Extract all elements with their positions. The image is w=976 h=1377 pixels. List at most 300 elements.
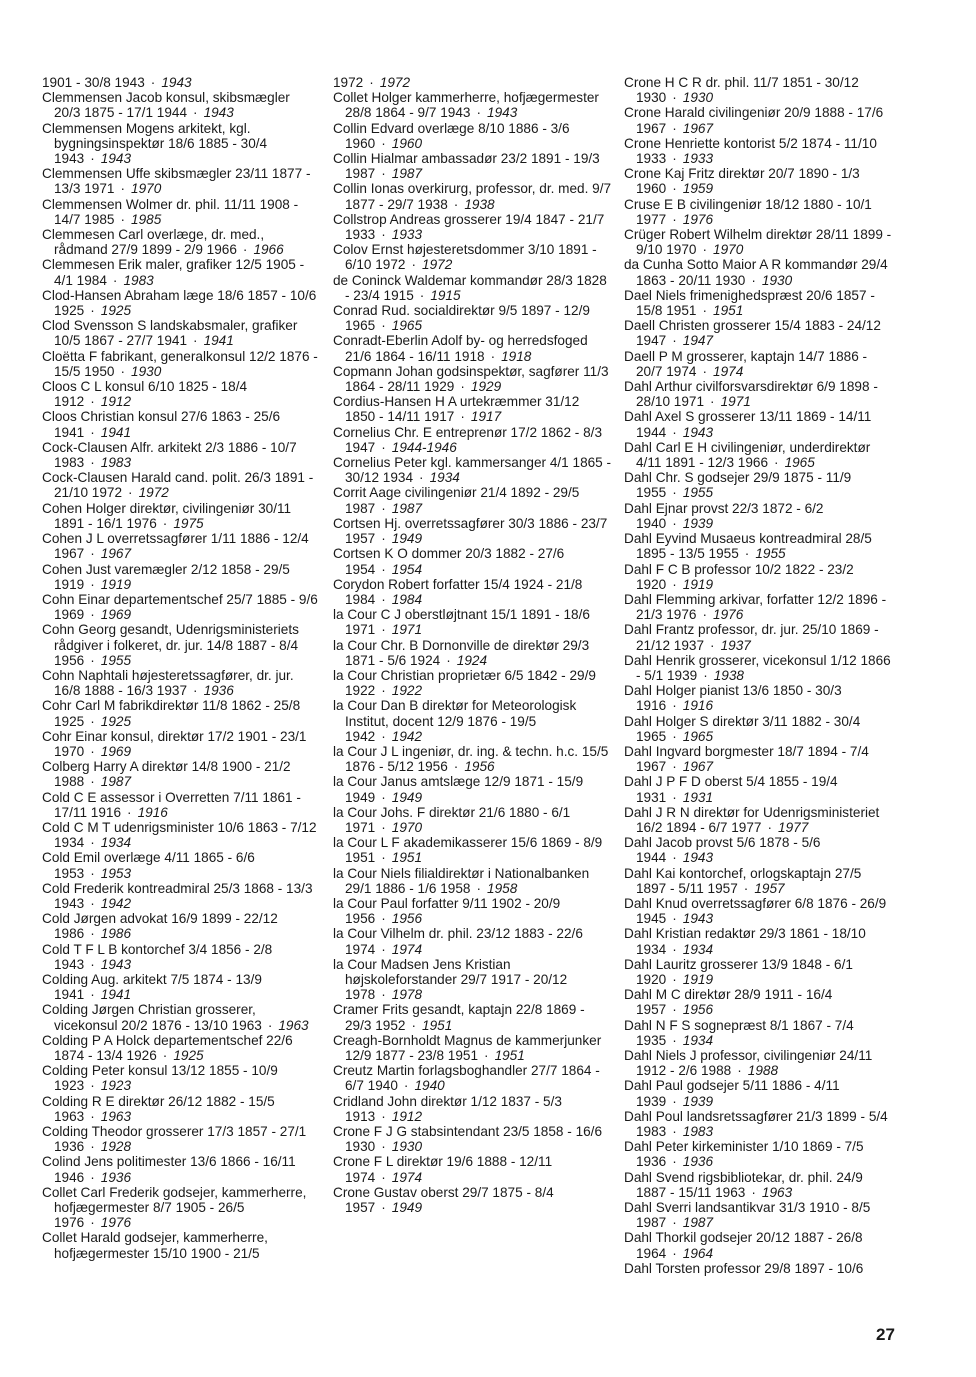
entry-text: la Cour Dan B direktør for Meteorologisk Institut, docent 12/9 1876 - 19/5 1942 — [333, 698, 577, 744]
separator-dot: · — [120, 211, 126, 227]
register-entry — [333, 1124, 613, 1154]
separator-dot: · — [672, 211, 677, 227]
separator-dot: · — [381, 1139, 386, 1155]
register-entry — [42, 288, 320, 318]
entry-year: 1957 — [754, 880, 785, 896]
register-entry — [624, 987, 894, 1017]
entry-year: 1916 — [682, 698, 714, 714]
entry-text: Corydon Robert forfatter 15/4 1924 - 21/8 1984 — [333, 576, 583, 607]
separator-dot: · — [672, 181, 677, 197]
entry-year: 1917 — [470, 409, 502, 425]
register-entry — [624, 926, 894, 956]
entry-year: 1934 — [682, 941, 714, 957]
separator-dot: · — [90, 895, 95, 911]
register-entry — [624, 714, 894, 744]
separator-dot: · — [193, 105, 198, 121]
entry-year: 1934 — [682, 1032, 714, 1048]
register-column-3 — [624, 75, 894, 1276]
entry-text: da Cunha Sotto Maior A R kommandør 29/4 1863 - 20/11 1930 — [624, 257, 888, 288]
register-entry — [42, 729, 320, 759]
register-entry — [624, 562, 894, 592]
entry-year: 1967 — [682, 759, 714, 775]
register-entry — [624, 866, 894, 896]
entry-text: la Cour Niels filialdirektør i Nationalbanken 29/1 1886 - 1/6 1958 — [333, 865, 590, 896]
separator-dot: · — [90, 835, 95, 851]
entry-year: 1923 — [100, 1078, 132, 1094]
entry-year: 1933 — [682, 151, 714, 167]
separator-dot: · — [744, 546, 750, 562]
entry-year: 1983 — [682, 1124, 714, 1140]
separator-dot: · — [460, 409, 465, 425]
entry-text: Cohen Just varemægler 2/12 1858 - 29/5 1919 — [42, 561, 290, 592]
entry-text: la Cour C J oberstløjtnant 15/1 1891 - 18/6 1971 — [333, 607, 590, 638]
separator-dot: · — [381, 318, 386, 334]
separator-dot: · — [381, 850, 386, 866]
register-entry — [624, 288, 894, 318]
entry-text: Dahl Knud overretssagfører 6/8 1876 - 26/9 1945 — [624, 895, 887, 927]
entry-text: Dahl Peter kirkeminister 1/10 1869 - 7/5 1936 — [624, 1139, 864, 1170]
entry-year: 1958 — [487, 880, 518, 896]
entry-year: 1978 — [391, 987, 423, 1003]
register-entry — [333, 425, 613, 455]
entry-text: Dahl Axel S grosserer 13/11 1869 - 14/11 1944 — [624, 409, 872, 440]
entry-text: Colding Jørgen Christian grosserer, vicekonsul 20/2 1876 - 13/10 1963 — [42, 1002, 262, 1033]
separator-dot: · — [381, 500, 386, 516]
entry-year: 1970 — [131, 181, 162, 197]
entry-text: Colov Ernst højesteretsdommer 3/10 1891 - 6/10 1972 — [333, 242, 597, 273]
entry-text: Dael Niels frimenighedspræst 20/6 1857 - 15/8 1951 — [624, 287, 875, 319]
separator-dot: · — [90, 743, 95, 759]
register-entry — [333, 90, 613, 120]
register-entry — [42, 531, 320, 561]
entry-year: 1941 — [100, 424, 132, 440]
entry-text: Cornelius Peter kgl. kammersanger 4/1 1865 - 30/12 1934 — [333, 455, 612, 486]
entry-year: 1956 — [682, 1002, 714, 1018]
register-entry — [333, 1063, 613, 1093]
entry-year: 1967 — [100, 546, 132, 562]
entry-text: Cruse E B civilingeniør 18/12 1880 - 10/1 1977 — [624, 196, 872, 227]
entry-text: Dahl Holger S direktør 3/11 1882 - 30/4 1965 — [624, 713, 861, 744]
entry-text: Dahl Chr. S godsejer 29/9 1875 - 11/9 1955 — [624, 470, 852, 501]
separator-dot: · — [128, 485, 133, 501]
register-entry — [624, 1078, 894, 1108]
entry-text: Cohr Einar konsul, direktør 17/2 1901 - 23/1 1970 — [42, 728, 307, 759]
register-entry — [624, 1109, 894, 1139]
separator-dot: · — [90, 151, 95, 167]
entry-year: 1919 — [682, 576, 714, 592]
separator-dot: · — [672, 698, 677, 714]
separator-dot: · — [267, 1017, 273, 1033]
register-entry — [624, 349, 894, 379]
entry-year: 1939 — [682, 515, 714, 531]
separator-dot: · — [672, 485, 677, 501]
entry-year: 1930 — [682, 90, 714, 106]
register-entry — [42, 1124, 320, 1154]
separator-dot: · — [381, 941, 386, 957]
entry-year: 1931 — [682, 789, 714, 805]
separator-dot: · — [672, 515, 677, 531]
entry-year: 1936 — [203, 683, 234, 699]
entry-text: Clemmesen Carl overlæge, dr. med., rådmand 27/9 1899 - 2/9 1966 — [42, 227, 265, 258]
separator-dot: · — [419, 470, 424, 486]
separator-dot: · — [90, 956, 95, 972]
entry-text: Collin Edvard overlæge 8/10 1886 - 3/6 1960 — [333, 120, 570, 151]
entry-year: 1969 — [100, 743, 132, 759]
entry-text: Dahl Arthur civilforsvarsdirektør 6/9 1898 - 28/10 1971 — [624, 379, 878, 410]
entry-year: 1943 — [487, 105, 518, 121]
register-entry — [624, 501, 894, 531]
entry-text: Dahl Poul landsretssagfører 21/3 1899 - 5/4 1983 — [624, 1108, 888, 1140]
separator-dot: · — [381, 728, 386, 744]
register-entry — [42, 850, 320, 880]
entry-year: 1987 — [100, 774, 132, 790]
entry-text: Cortsen K O dommer 20/3 1882 - 27/6 1954 — [333, 546, 565, 577]
separator-dot: · — [381, 987, 386, 1003]
register-entry — [624, 75, 894, 105]
entry-year: 1919 — [682, 971, 714, 987]
entry-text: Cohen Holger direktør, civilingeniør 30/11 1891 - 16/1 1976 — [42, 500, 292, 531]
entry-text: Cohn Naphtali højesteretssagfører, dr. jur. 16/8 1888 - 16/3 1937 — [42, 667, 294, 699]
register-entry — [42, 440, 320, 470]
separator-dot: · — [672, 941, 677, 957]
register-entry — [333, 1033, 613, 1063]
entry-text: Daell Christen grosserer 15/4 1883 - 24/12 1947 — [624, 318, 881, 349]
entry-text: Collet Harald godsejer, kammerherre, hofjægermester 15/10 1900 - 21/5 — [42, 1230, 268, 1261]
separator-dot: · — [774, 455, 779, 471]
entry-text: Clod-Hansen Abraham læge 18/6 1857 - 10/6 1925 — [42, 287, 317, 319]
entry-text: Dahl Holger pianist 13/6 1850 - 30/3 1916 — [624, 683, 842, 714]
register-entry — [624, 440, 894, 470]
entry-text: de Coninck Waldemar kommandør 28/3 1828 - 23/4 1915 — [333, 272, 607, 303]
entry-text: Cock-Clausen Harald cand. polit. 26/3 1891 - 21/10 1972 — [42, 470, 314, 501]
separator-dot: · — [381, 439, 386, 455]
separator-dot: · — [381, 911, 386, 927]
register-entry — [42, 592, 320, 622]
entry-year: 1972 — [379, 75, 411, 90]
separator-dot: · — [150, 75, 156, 90]
entry-year: 1943 — [682, 424, 714, 440]
register-entry — [333, 303, 613, 333]
entry-text: Dahl Paul godsejer 5/11 1886 - 4/11 1939 — [624, 1078, 840, 1109]
entry-year: 1974 — [391, 1169, 423, 1185]
entry-text: Dahl Svend rigsbibliotekar, dr. phil. 24/9 1887 - 15/11 1963 — [624, 1169, 863, 1200]
separator-dot: · — [381, 819, 386, 835]
page-number: 27 — [876, 1325, 895, 1344]
separator-dot: · — [90, 652, 95, 668]
entry-text: Colding Aug. arkitekt 7/5 1874 - 13/9 1941 — [42, 971, 262, 1003]
entry-text: Corrit Aage civilingeniør 21/4 1892 - 29/5 1987 — [333, 485, 580, 516]
entry-text: Dahl J P F D oberst 5/4 1855 - 19/4 1931 — [624, 774, 838, 805]
separator-dot: · — [90, 576, 95, 592]
entry-year: 1951 — [422, 1017, 453, 1033]
register-entry — [333, 896, 613, 926]
separator-dot: · — [672, 1154, 677, 1170]
register-entry — [333, 546, 613, 576]
separator-dot: · — [476, 880, 482, 896]
entry-year: 1947 — [682, 333, 714, 349]
entry-year: 1956 — [391, 911, 423, 927]
entry-text: Cortsen Hj. overretssagfører 30/3 1886 - 23/7 1957 — [333, 515, 608, 547]
entry-text: Dahl M C direktør 28/9 1911 - 16/4 1957 — [624, 987, 833, 1018]
register-entry — [42, 470, 320, 500]
entry-year: 1934 — [100, 835, 132, 851]
entry-text: Daell P M grosserer, kaptajn 14/7 1886 - 20/7 1974 — [624, 348, 868, 379]
entry-text: Cold C E assessor i Overretten 7/11 1861 - 17/11 1916 — [42, 789, 301, 820]
register-entry — [333, 805, 613, 835]
separator-dot: · — [90, 1139, 95, 1155]
separator-dot: · — [710, 394, 715, 410]
separator-dot: · — [90, 424, 95, 440]
separator-dot: · — [702, 303, 708, 319]
register-entry — [333, 364, 613, 394]
entry-text: la Cour Paul forfatter 9/11 1902 - 20/9 1956 — [333, 895, 561, 927]
register-entry — [333, 774, 613, 804]
register-entry — [333, 121, 613, 151]
entry-year: 1963 — [278, 1017, 309, 1033]
entry-text: Conrad Rud. socialdirektør 9/5 1897 - 12/9 1965 — [333, 303, 590, 334]
register-entry — [333, 516, 613, 546]
entry-year: 1955 — [100, 652, 132, 668]
separator-dot: · — [703, 667, 708, 683]
entry-year: 1953 — [100, 865, 132, 881]
register-entry — [333, 151, 613, 181]
separator-dot: · — [702, 242, 708, 258]
register-entry — [333, 926, 613, 956]
register-entry — [624, 957, 894, 987]
register-entry — [42, 501, 320, 531]
entry-year: 1972 — [138, 485, 169, 501]
register-entry — [42, 257, 320, 287]
register-entry — [333, 668, 613, 698]
separator-dot: · — [90, 865, 95, 881]
register-entry — [624, 1170, 894, 1200]
separator-dot: · — [381, 166, 386, 182]
register-entry — [624, 379, 894, 409]
entry-year: 1938 — [464, 196, 495, 212]
entry-year: 1925 — [173, 1048, 204, 1063]
separator-dot: · — [446, 652, 451, 668]
entry-text: 1972 — [333, 75, 364, 90]
separator-dot: · — [672, 759, 677, 775]
entry-text: Colding Theodor grosserer 17/3 1857 - 27/1 1936 — [42, 1124, 307, 1155]
entry-year: 1930 — [761, 272, 793, 288]
entry-text: Collin Hialmar ambassadør 23/2 1891 - 19/3 1987 — [333, 151, 600, 182]
entry-text: la Cour Vilhelm dr. phil. 23/12 1883 - 22/6 1974 — [333, 926, 583, 957]
entry-year: 1949 — [391, 1200, 423, 1216]
register-column-1 — [42, 75, 320, 1261]
entry-text: Cold Emil overlæge 4/11 1865 - 6/6 1953 — [42, 850, 255, 881]
entry-year: 1936 — [682, 1154, 714, 1170]
entry-year: 1985 — [131, 211, 162, 227]
separator-dot: · — [672, 911, 677, 927]
separator-dot: · — [476, 105, 482, 121]
entry-year: 1966 — [253, 242, 284, 258]
entry-text: Clemmensen Uffe skibsmægler 23/11 1877 - 13/3 1971 — [42, 166, 311, 197]
separator-dot: · — [672, 1215, 677, 1231]
entry-year: 1936 — [100, 1169, 132, 1185]
register-entry — [333, 957, 613, 1003]
entry-text: Crüger Robert Wilhelm direktør 28/11 1899 - 9/10 1970 — [624, 227, 892, 258]
register-entry — [42, 1002, 320, 1032]
entry-year: 1912 — [391, 1108, 423, 1124]
entry-text: Clemmensen Wolmer dr. phil. 11/11 1908 - 14/7 1985 — [42, 196, 299, 227]
register-entry — [624, 805, 894, 835]
entry-year: 1928 — [100, 1139, 132, 1155]
separator-dot: · — [242, 242, 248, 258]
separator-dot: · — [193, 333, 198, 349]
separator-dot: · — [672, 971, 677, 987]
register-entry — [333, 75, 613, 90]
separator-dot: · — [672, 728, 677, 744]
entry-year: 1967 — [682, 120, 714, 136]
entry-text: Cloëtta F fabrikant, generalkonsul 12/2 1876 - 15/5 1950 — [42, 348, 318, 379]
register-entry — [624, 1200, 894, 1230]
register-entry — [624, 1018, 894, 1048]
register-entry — [624, 531, 894, 561]
separator-dot: · — [90, 987, 95, 1003]
separator-dot: · — [672, 333, 677, 349]
entry-year: 1969 — [100, 607, 132, 623]
register-entry — [42, 318, 320, 348]
entry-year: 1943 — [682, 850, 714, 866]
entry-year: 1974 — [713, 363, 744, 379]
register-entry — [42, 972, 320, 1002]
entry-year: 1970 — [391, 819, 423, 835]
register-entry — [333, 866, 613, 896]
entry-text: Cloos Christian konsul 27/6 1863 - 25/6 1941 — [42, 409, 281, 440]
register-entry — [42, 942, 320, 972]
entry-year: 1954 — [391, 561, 423, 577]
entry-text: Dahl Henrik grosserer, vicekonsul 1/12 1866 - 5/1 1939 — [624, 652, 891, 683]
register-entry — [333, 212, 613, 242]
entry-year: 1943 — [161, 75, 192, 90]
entry-year: 1965 — [391, 318, 423, 334]
entry-text: Dahl Torsten professor 29/8 1897 - 10/6 — [624, 1260, 864, 1276]
register-entry — [42, 197, 320, 227]
register-entry — [42, 1063, 320, 1093]
separator-dot: · — [381, 561, 386, 577]
register-entry — [333, 394, 613, 424]
separator-dot: · — [90, 926, 95, 942]
entry-text: Crone F J G stabsintendant 23/5 1858 - 16/6 1930 — [333, 1124, 603, 1155]
separator-dot: · — [90, 455, 95, 471]
separator-dot: · — [737, 1063, 742, 1079]
register-entry — [333, 1002, 613, 1032]
separator-dot: · — [90, 303, 95, 319]
register-entry — [42, 349, 320, 379]
entry-text: Colding R E direktør 26/12 1882 - 15/5 1963 — [42, 1093, 275, 1124]
register-entry — [624, 409, 894, 439]
entry-year: 1943 — [100, 956, 132, 972]
separator-dot: · — [381, 227, 386, 243]
separator-dot: · — [672, 850, 677, 866]
entry-text: Colding P A Holck departementschef 22/6 1874 - 13/4 1926 — [42, 1032, 293, 1063]
entry-text: Dahl Sverri landsantikvar 31/3 1910 - 8/5 1987 — [624, 1200, 871, 1231]
register-entry — [333, 1185, 613, 1215]
entry-text: Cordius-Hansen H A urtekræmmer 31/12 1850 - 14/11 1917 — [333, 394, 580, 425]
register-entry — [624, 774, 894, 804]
register-entry — [42, 379, 320, 409]
separator-dot: · — [90, 1108, 95, 1124]
separator-dot: · — [490, 348, 496, 364]
entry-year: 1942 — [391, 728, 423, 744]
entry-text: Dahl Niels J professor, civilingeniør 24/11 1912 - 2/6 1988 — [624, 1048, 873, 1079]
entry-year: 1955 — [755, 546, 786, 562]
register-entry — [624, 257, 894, 287]
separator-dot: · — [381, 1108, 386, 1124]
separator-dot: · — [672, 90, 677, 106]
separator-dot: · — [90, 1215, 95, 1231]
entry-year: 1941 — [203, 333, 234, 349]
separator-dot: · — [672, 1032, 677, 1048]
entry-year: 1986 — [100, 926, 132, 942]
entry-year: 1912 — [100, 394, 132, 410]
entry-year: 1940 — [414, 1078, 445, 1094]
register-entry — [333, 577, 613, 607]
entry-text: Clod Svensson S landskabsmaler, grafiker 10/5 1867 - 27/7 1941 — [42, 318, 298, 349]
separator-dot: · — [162, 515, 168, 531]
separator-dot: · — [112, 272, 118, 288]
separator-dot: · — [672, 1093, 677, 1109]
entry-text: Copmann Johan godsinspektør, sagfører 11/3 1864 - 28/11 1929 — [333, 363, 609, 395]
entry-year: 1924 — [456, 652, 488, 668]
separator-dot: · — [381, 135, 386, 151]
entry-year: 1942 — [100, 895, 132, 911]
entry-year: 1964 — [682, 1245, 714, 1261]
separator-dot: · — [381, 683, 386, 699]
separator-dot: · — [403, 1078, 409, 1094]
register-entry — [624, 136, 894, 166]
entry-text: Cridland John direktør 1/12 1837 - 5/3 1913 — [333, 1093, 562, 1124]
entry-year: 1965 — [682, 728, 714, 744]
entry-text: Dahl Thorkil godsejer 20/12 1887 - 26/8 1964 — [624, 1230, 863, 1261]
entry-text: Cohn Einar departementschef 25/7 1885 - 9/6 1969 — [42, 591, 318, 623]
separator-dot: · — [90, 394, 95, 410]
entry-year: 1988 — [747, 1063, 779, 1079]
separator-dot: · — [672, 1124, 677, 1140]
entry-year: 1956 — [464, 759, 495, 775]
separator-dot: · — [381, 591, 386, 607]
entry-year: 1943 — [100, 151, 132, 167]
separator-dot: · — [672, 789, 677, 805]
separator-dot: · — [381, 622, 386, 638]
entry-text: Crone Kaj Fritz direktør 20/7 1890 - 1/3 1960 — [624, 166, 860, 197]
entry-year: 1915 — [430, 287, 461, 303]
register-entry — [42, 1154, 320, 1184]
entry-text: Dahl Lauritz grosserer 13/9 1848 - 6/1 1920 — [624, 956, 853, 987]
separator-dot: · — [193, 683, 198, 699]
entry-year: 1976 — [682, 211, 714, 227]
entry-year: 1976 — [100, 1215, 132, 1231]
entry-year: 1976 — [713, 607, 744, 623]
entry-text: Dahl F C B professor 10/2 1822 - 23/2 1920 — [624, 561, 854, 592]
register-entry — [624, 1261, 894, 1276]
entry-year: 1987 — [682, 1215, 714, 1231]
entry-year: 1934 — [429, 470, 460, 486]
separator-dot: · — [381, 1169, 386, 1185]
separator-dot: · — [484, 1048, 489, 1063]
register-entry — [42, 409, 320, 439]
separator-dot: · — [381, 789, 386, 805]
separator-dot: · — [369, 75, 374, 90]
register-entry — [333, 835, 613, 865]
register-entry — [42, 820, 320, 850]
entry-text: Dahl Flemming arkivar, forfatter 12/2 1896 - 21/3 1976 — [624, 591, 887, 623]
register-entry — [624, 622, 894, 652]
entry-text: Clemmesen Erik maler, grafiker 12/5 1905 - 4/1 1984 — [42, 257, 305, 288]
entry-year: 1987 — [391, 166, 423, 182]
separator-dot: · — [127, 804, 132, 820]
